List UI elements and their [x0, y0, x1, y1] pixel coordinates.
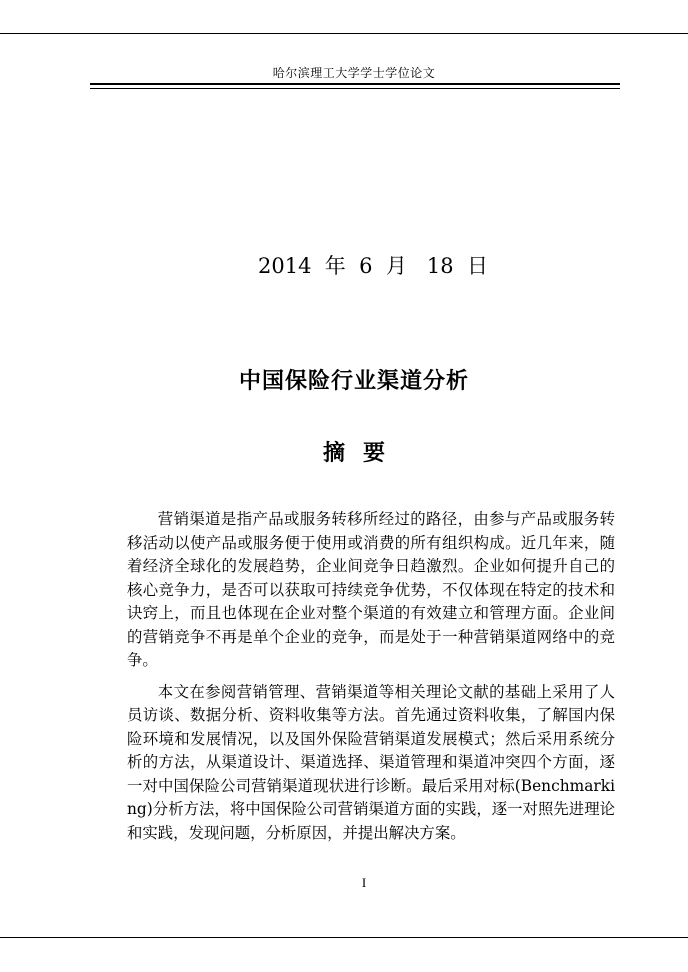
paper-title: 中国保险行业渠道分析 — [238, 369, 469, 394]
header-rule-thick — [90, 83, 620, 85]
abstract-paragraph: 营销渠道是指产品或服务转移所经过的路径，由参与产品或服务转移活动以使产品或服务便于使用或消费的所有组织构成。近几年来，随着经济全球化的发展趋势，企业间竞争日趋激烈。企业如何提升自己的核心竞争力，是否可以获取可持续竞争优势，不仅体现在特定的技术和诀窍上，而且也体现在企业对整个渠道的有效建立和管理方面。企业间的营销竞争不再是单个企业的竞争，而是处于一种营销渠道网络中的竞争。 — [127, 510, 615, 669]
page-bottom-rule — [0, 937, 688, 938]
page-number: I — [361, 875, 367, 890]
abstract-body — [127, 508, 615, 853]
running-header: 哈尔滨理工大学学士学位论文 — [272, 66, 436, 80]
date-line: 2014 年 6 月 18 日 — [258, 254, 488, 278]
header-rule-thin — [90, 88, 620, 89]
abstract-paragraph: 本文在参阅营销管理、营销渠道等相关理论文献的基础上采用了人员访谈、数据分析、资料收集等方法。首先通过资料收集，了解国内保险环境和发展情况，以及国外保险营销渠道发展模式；然后采用系统分析的方法，从渠道设计、渠道选择、渠道管理和渠道冲突四个方面，逐一对中国保险公司营销渠道现状进行诊断。最后采用对标(Benchmarking)分析方法，将中国保险公司营销渠道方面的实践，逐一对照先进理论和实践，发现问题，分析原因，并提出解决方案。 — [127, 682, 615, 842]
page-top-rule — [0, 33, 688, 34]
abstract-heading: 摘要 — [322, 441, 403, 466]
